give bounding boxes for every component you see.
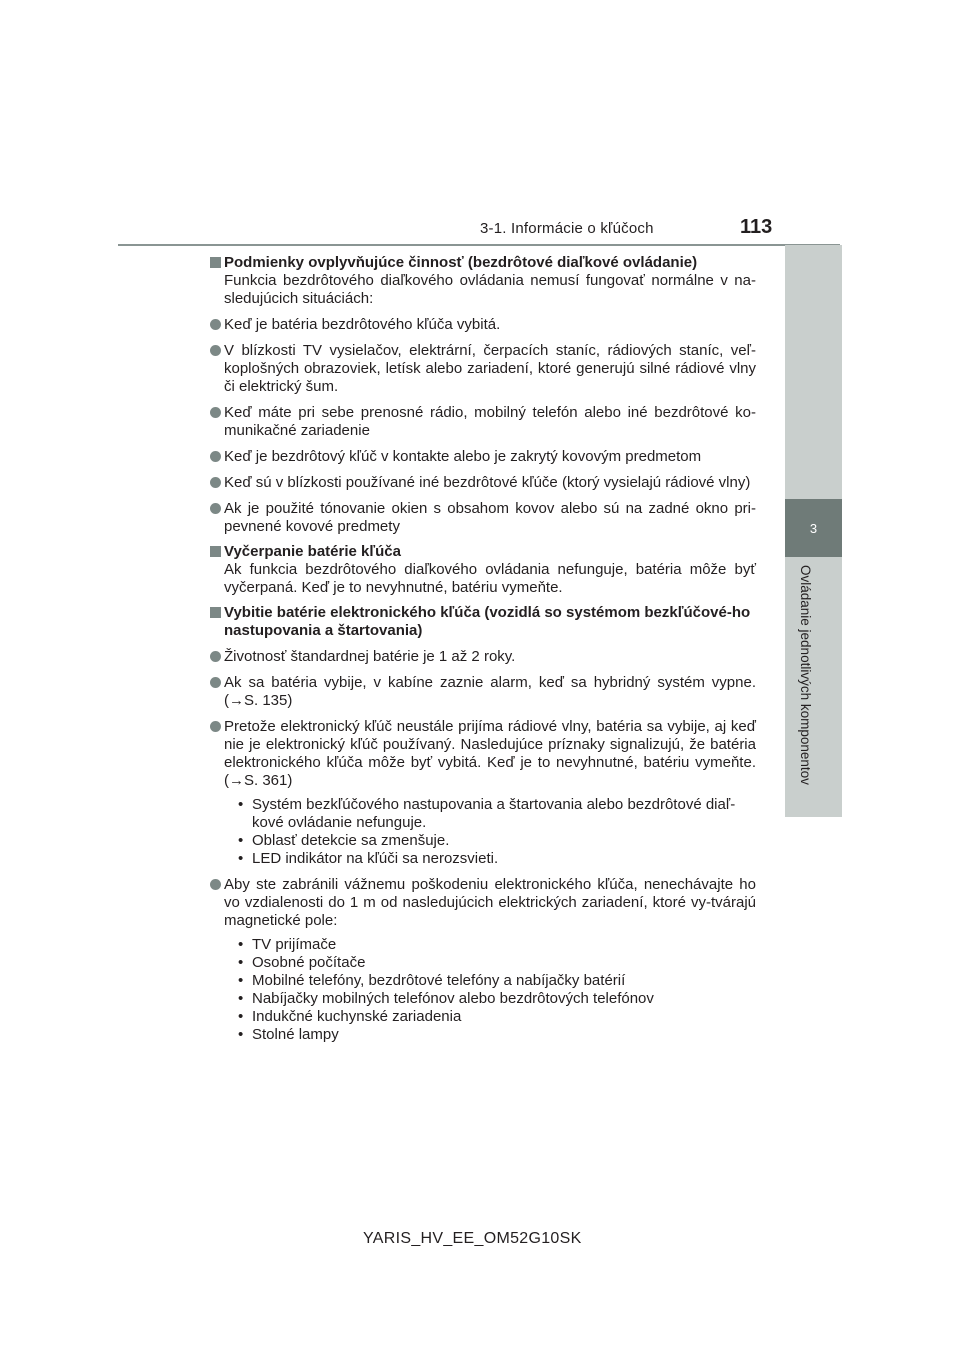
- section-heading: [208, 543, 756, 561]
- side-title-wrap: [785, 557, 842, 817]
- circle-bullet-icon: [210, 451, 221, 462]
- list-item: [208, 718, 756, 868]
- list-item: [208, 448, 756, 466]
- section-heading-text: Vybitie batérie elektronického kľúča (vozidlá so systémom bezkľúčové-ho nastupovania a štartovania): [224, 604, 751, 639]
- circle-bullet-icon: [210, 477, 221, 488]
- section-body: Funkcia bezdrôtového diaľkového ovládania nemusí fungovať normálne v na-sledujúcich situáciách:: [224, 272, 756, 307]
- sub-list-item: • Nabíjačky mobilných telefónov alebo bezdrôtových telefónov: [238, 990, 756, 1008]
- section-body: Ak funkcia bezdrôtového diaľkového ovládania nefunguje, batéria môže byť vyčerpaná. Keď je to nevyhnutné, batériu vymeňte.: [224, 561, 756, 596]
- chapter-number: 3: [809, 520, 818, 536]
- list-item-text: Keď máte pri sebe prenosné rádio, mobilný telefón alebo iné bezdrôtové ko-munikačné zariadenie: [224, 404, 756, 439]
- list-item: [208, 342, 756, 396]
- sub-list-item: • Indukčné kuchynské zariadenia: [238, 1008, 756, 1026]
- section-heading-text: Vyčerpanie batérie kľúča: [224, 543, 401, 560]
- list-item-text: Aby ste zabránili vážnemu poškodeniu elektronického kľúča, nenechávajte ho vo vzdialenosti do 1 m od nasledujúcich elektrických zariadení, ktoré vy-tvárajú magnetické pole:: [224, 876, 756, 929]
- square-bullet-icon: [210, 257, 221, 268]
- list-item-text: Ak sa batéria vybije, v kabíne zaznie alarm, keď sa hybridný systém vypne. (→S. 135): [224, 674, 756, 709]
- side-bar-top: [785, 245, 842, 499]
- list-item-text: Keď je bezdrôtový kľúč v kontakte alebo je zakrytý kovovým predmetom: [224, 448, 702, 465]
- bullet-list: [208, 316, 756, 536]
- circle-bullet-icon: [210, 651, 221, 662]
- list-item: [208, 316, 756, 334]
- list-item-text: Keď je batéria bezdrôtového kľúča vybitá.: [224, 316, 501, 333]
- chapter-title: Ovládanie jednotlivých komponentov: [798, 565, 813, 785]
- sub-list-item: • Systém bezkľúčového nastupovania a štartovania alebo bezdrôtové diaľ-kové ovládanie nefunguje.: [238, 796, 756, 832]
- section: [208, 254, 756, 536]
- footer-doc-code: YARIS_HV_EE_OM52G10SK: [363, 1230, 582, 1247]
- square-bullet-icon: [210, 546, 221, 557]
- list-item: [208, 648, 756, 666]
- list-item: [208, 474, 756, 492]
- list-item: [208, 876, 756, 1044]
- list-item-text: V blízkosti TV vysielačov, elektrární, čerpacích staníc, rádiových staníc, veľ-koplošných obrazoviek, letísk alebo zariadení, ktoré generujú silné rádiové vlny či elektrický šum.: [224, 342, 756, 395]
- list-item-text: Životnosť štandardnej batérie je 1 až 2 roky.: [224, 648, 516, 665]
- header-section-title: 3-1. Informácie o kľúčoch: [480, 220, 654, 237]
- circle-bullet-icon: [210, 879, 221, 890]
- section: [208, 543, 756, 597]
- chapter-tab: [785, 499, 842, 557]
- sub-list-item: • TV prijímače: [238, 936, 756, 954]
- list-item: [208, 674, 756, 710]
- square-bullet-icon: [210, 607, 221, 618]
- page-number: 113: [740, 216, 773, 238]
- bullet-list: [208, 648, 756, 1044]
- list-item-text: Pretože elektronický kľúč neustále prijíma rádiové vlny, batéria sa vybije, aj keď nie je elektronický kľúč používaný. Nasledujúce príznaky signalizujú, že batéria elektronického kľúča môže byť vybitá. Keď je to nevyhnutné, batériu vymeňte. (→S. 361): [224, 718, 756, 789]
- circle-bullet-icon: [210, 319, 221, 330]
- sub-list-item: • Stolné lampy: [238, 1026, 756, 1044]
- circle-bullet-icon: [210, 407, 221, 418]
- section-heading: [208, 254, 756, 272]
- sub-list-item: • LED indikátor na kľúči sa nerozsvieti.: [238, 850, 756, 868]
- list-item-text: Keď sú v blízkosti používané iné bezdrôtové kľúče (ktorý vysielajú rádiové vlny): [224, 474, 751, 491]
- circle-bullet-icon: [210, 721, 221, 732]
- sub-list-item: • Oblasť detekcie sa zmenšuje.: [238, 832, 756, 850]
- sub-list: [224, 796, 756, 868]
- sub-list-item: • Osobné počítače: [238, 954, 756, 972]
- circle-bullet-icon: [210, 677, 221, 688]
- section-heading-text: Podmienky ovplyvňujúce činnosť (bezdrôtové diaľkové ovládanie): [224, 254, 698, 271]
- header-rule: [118, 244, 840, 246]
- section: [208, 604, 756, 1044]
- circle-bullet-icon: [210, 345, 221, 356]
- sub-list: [224, 936, 756, 1044]
- circle-bullet-icon: [210, 503, 221, 514]
- list-item: [208, 500, 756, 536]
- list-item-text: Ak je použité tónovanie okien s obsahom kovov alebo sú na zadné okno pri-pevnené kovové predmety: [224, 500, 756, 535]
- content: [208, 254, 756, 1051]
- section-heading: [208, 604, 756, 640]
- list-item: [208, 404, 756, 440]
- sub-list-item: • Mobilné telefóny, bezdrôtové telefóny a nabíjačky batérií: [238, 972, 756, 990]
